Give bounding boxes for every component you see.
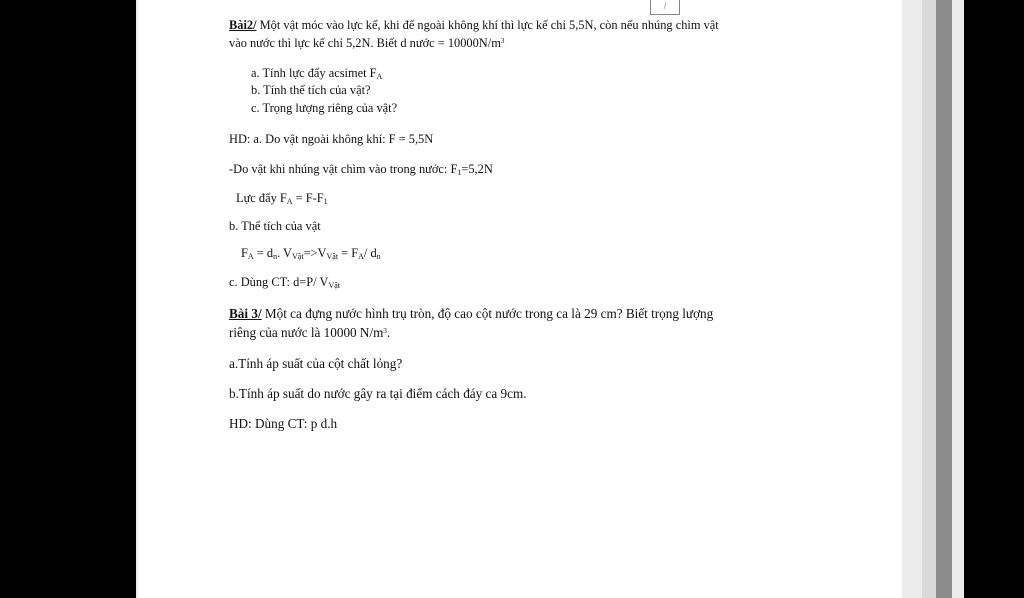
hd-c-sub: Vật: [328, 281, 340, 290]
bai2-label: Bài2/: [229, 18, 257, 32]
formula-part: = F: [338, 246, 359, 260]
bai2-text2: vào nước thì lực kế chỉ 5,2N. Biết d nước = 10000N/m: [229, 36, 501, 50]
formula-sub: Vật: [326, 252, 339, 261]
formula-part: =>V: [303, 246, 327, 260]
formula-sub: n: [273, 252, 278, 261]
bai2-unit-exp: 3: [500, 37, 505, 45]
right-black-border: [964, 0, 1024, 598]
bai2-hd-c: [229, 275, 340, 290]
bai2-line1: [229, 18, 719, 33]
hd-a2-post: =5,2N: [461, 162, 493, 176]
viewer-gutter-light: [922, 0, 936, 598]
hd-c-pre: c. Dùng CT: d=P/ V: [229, 275, 329, 289]
bai3-text2-end: .: [386, 325, 391, 340]
formula-sub: A: [247, 252, 254, 261]
bai3-question-b: b.Tính áp suất do nước gây ra tại điểm cách đáy ca 9cm.: [229, 386, 527, 401]
luc-day-sub2: 1: [323, 197, 328, 206]
bai3-text2: riêng của nước là 10000 N/m: [229, 325, 384, 340]
formula-sub: Vật: [292, 252, 304, 261]
formula-part: = d: [253, 246, 274, 260]
bai3-text1: Một ca đựng nước hình trụ tròn, độ cao cột nước trong ca là 29 cm? Biết trọng lượng: [261, 306, 714, 321]
formula-part: / d: [363, 246, 377, 260]
formula-part: . V: [277, 246, 292, 260]
bai3-line2: [229, 325, 390, 341]
luc-day-pre: Lực đẩy F: [236, 191, 287, 205]
page-marker: /: [650, 0, 680, 15]
formula-part: F: [241, 246, 248, 260]
bai2-hd-b: b. Thể tích của vật: [229, 219, 321, 233]
bai3-hd: HD: Dùng CT: p d.h: [229, 416, 338, 431]
bai3-line1: [229, 306, 713, 322]
bai2-text1: Một vật móc vào lực kế, khi để ngoài không khí thì lực kế chỉ 5,5N, còn nếu nhúng chìm vật: [256, 18, 719, 32]
bai2-luc-day: [236, 191, 328, 206]
left-black-border: [0, 0, 136, 598]
formula-sub: n: [376, 252, 381, 261]
hd-a2-pre: -Do vật khi nhúng vật chìm vào trong nước: F: [229, 162, 458, 176]
hd-a2-sub: 1: [457, 168, 462, 177]
bai3-question-a: a.Tính áp suất của cột chất lỏng?: [229, 356, 403, 371]
bai2-hd-a2: [229, 162, 493, 177]
question-a-text: a. Tính lực đẩy acsimet F: [251, 66, 377, 80]
bai2-question-a: [251, 66, 382, 81]
question-a-sub: A: [376, 72, 383, 81]
formula-sub: A: [358, 252, 364, 261]
bai2-hd-a: HD: a. Do vật ngoài không khí: F = 5,5N: [229, 132, 434, 146]
luc-day-sub: A: [286, 197, 293, 206]
viewer-scroll-gutter[interactable]: [936, 0, 952, 598]
bai3-label: Bài 3/: [229, 306, 262, 321]
bai2-line2: [229, 36, 504, 51]
bai2-question-b: b. Tính thể tích của vật?: [251, 83, 371, 97]
bai3-unit-exp: 3: [383, 327, 387, 335]
luc-day-mid: = F-F: [292, 191, 324, 205]
bai2-formula-b: [241, 246, 381, 261]
bai2-question-c: c. Trọng lượng riêng của vật?: [251, 101, 398, 115]
